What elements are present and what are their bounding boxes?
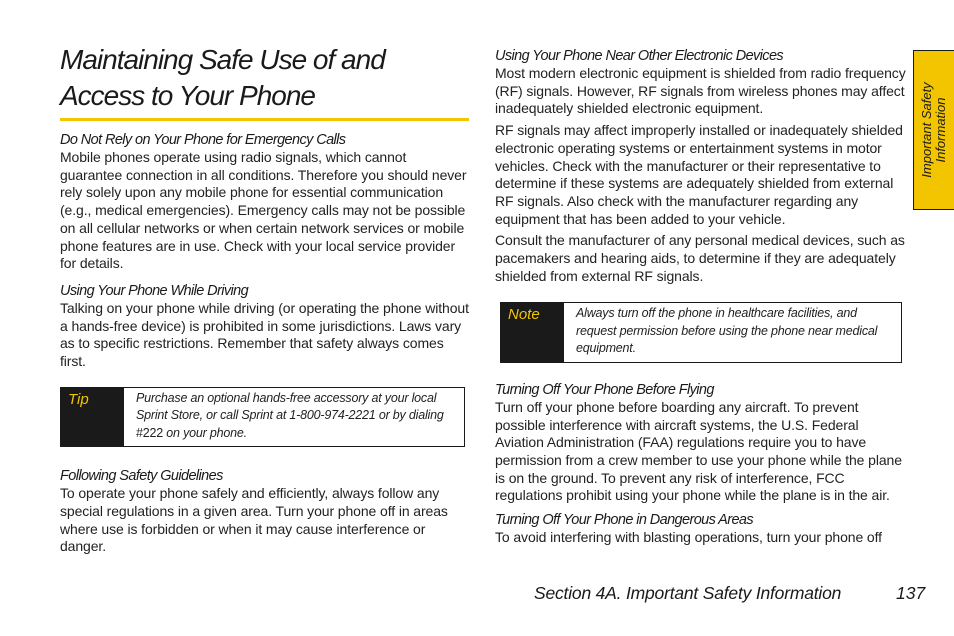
body-electronic-devices-3: Consult the manufacturer of any personal medical devices, such as pacemakers and hearing aids, to determine if they are adequately shielded from external RF signals. (495, 232, 905, 284)
body-electronic-devices-2: RF signals may affect improperly installed or inadequately shielded electronic operating systems or entertainment systems in motor vehicles. Check with the manufacturer or their representative to determine if these systems are adequately shielded from external RF signals. Also check with the manufacturer regarding any equipment that has been added to your vehicle. (495, 122, 903, 227)
section-side-tab (913, 50, 954, 210)
note-label: Note (501, 303, 564, 362)
heading-driving: Using Your Phone While Driving (60, 282, 249, 299)
title-underline (60, 118, 469, 121)
right-column (495, 47, 907, 551)
tip-text (124, 388, 464, 447)
tip-callout (60, 387, 465, 448)
heading-electronic-devices: Using Your Phone Near Other Electronic Devices (495, 48, 784, 64)
body-electronic-devices-1: Most modern electronic equipment is shielded from radio frequency (RF) signals. However, RF signals from wireless phones may affect inadequately shielded electronic equipment. (495, 65, 906, 117)
side-tab-label (920, 82, 948, 177)
tip-text-after: on your phone. (163, 425, 247, 440)
footer-section-title: Section 4A. Important Safety Information (534, 583, 842, 603)
note-text: Always turn off the phone in healthcare facilities, and request permission before using the phone near medical equipment. (576, 306, 878, 356)
page-title (60, 42, 470, 114)
heading-emergency-calls: Do Not Rely on Your Phone for Emergency Calls (60, 132, 346, 148)
tip-dial-number: #222 (136, 425, 164, 440)
heading-safety-guidelines: Following Safety Guidelines (60, 468, 223, 485)
body-dangerous-areas: To avoid interfering with blasting operations, turn your phone off (495, 529, 882, 546)
heading-flying: Turning Off Your Phone Before Flying (495, 381, 714, 398)
body-safety-guidelines: To operate your phone safely and efficiently, always follow any special regulations in a given area. Turn your phone off in areas where use is forbidden or when it may cause interference or danger. (60, 485, 448, 555)
body-driving: Talking on your phone while driving (or operating the phone without a hands-free device) is prohibited in some jurisdictions. Laws vary as to specific restrictions. Remember that safety always comes first. (60, 299, 469, 370)
page-number: 137 (896, 583, 926, 603)
tip-label: Tip (61, 388, 124, 447)
note-callout (500, 302, 902, 363)
left-column (60, 131, 472, 560)
side-tab-line-1: Important Safety (919, 82, 934, 178)
tip-text-before: Purchase an optional hands-free accessory at your local Sprint Store, or call Sprint at 1-800-974-2221 or by dialing (136, 390, 444, 423)
body-emergency-calls: Mobile phones operate using radio signals, which cannot guarantee connection in all conditions. Therefore you should never rely solely upon any mobile phone for essential communication (e.g., medical emergencies). Emergency calls may not be possible on all cellular networks or when certain network services or mobile phone features are in use. Check with your local service provider for details. (60, 149, 467, 272)
body-flying: Turn off your phone before boarding any aircraft. To prevent possible interference with aircraft systems, the U.S. Federal Aviation Administration (FAA) regulations require you to have permission from a crew member to use your phone while the plane is on the ground. To prevent any risk of interference, FCC regulations prohibit using your phone while the plane is in the air. (495, 398, 902, 504)
page-title-line-1: Maintaining Safe Use of and (60, 44, 385, 75)
page-title-line-2: Access to Your Phone (60, 80, 315, 111)
side-tab-line-2: Information (933, 97, 948, 163)
heading-dangerous-areas: Turning Off Your Phone in Dangerous Areas (495, 512, 754, 529)
